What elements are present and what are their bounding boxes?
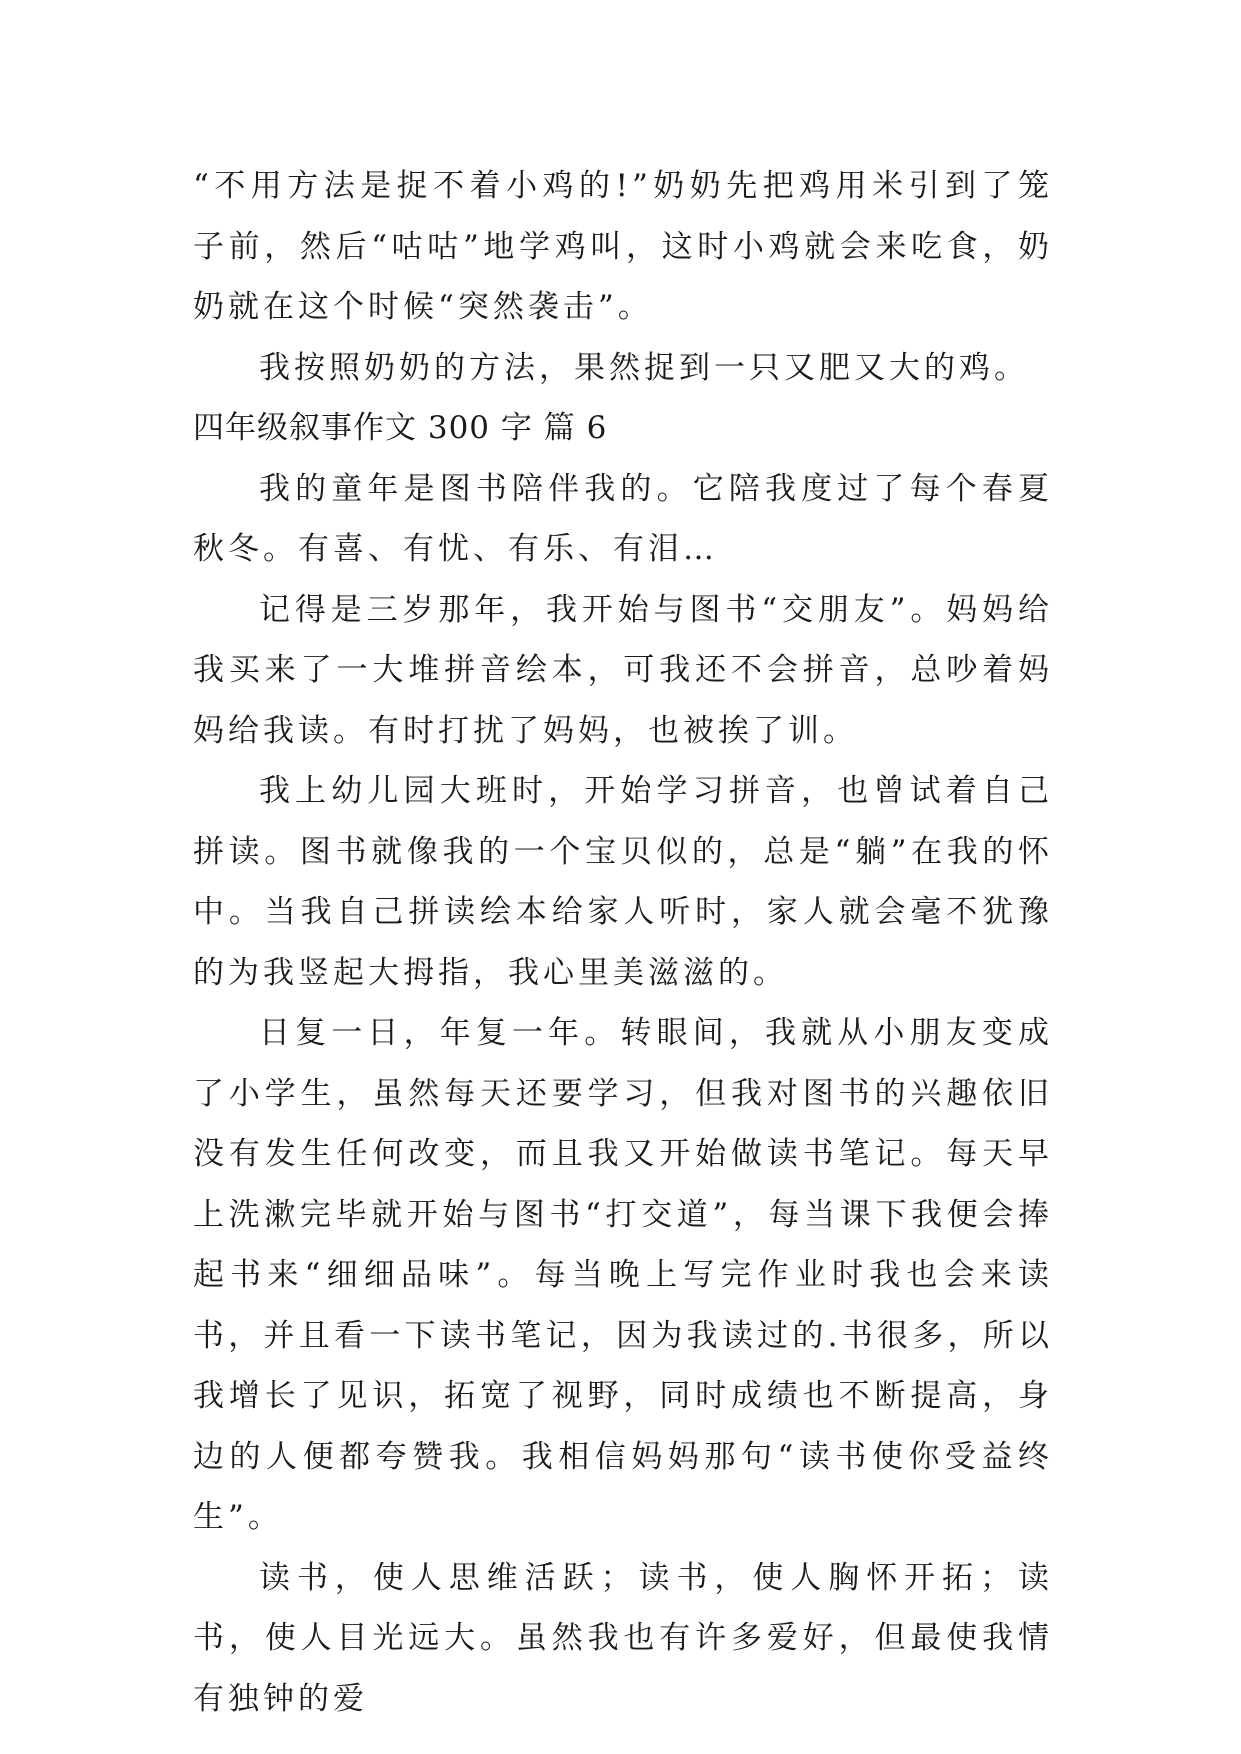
- paragraph-catching-chicks: “不用方法是捉不着小鸡的!”奶奶先把鸡用米引到了笼子前，然后“咕咕”地学鸡叫，这时小鸡就会来吃食，奶奶就在这个时候“突然袭击”。: [193, 168, 1053, 325]
- paragraph-caught-chicken: 我按照奶奶的方法，果然捉到一只又肥又大的鸡。: [259, 349, 1029, 386]
- document-page: [193, 156, 1053, 1729]
- paragraph-reading-benefits: 读书，使人思维活跃；读书，使人胸怀开拓；读书，使人目光远大。虽然我也有许多爱好，但最使我情有独钟的爱: [193, 1559, 1053, 1717]
- paragraph-age-three: 记得是三岁那年，我开始与图书“交朋友”。妈妈给我买来了一大堆拼音绘本，可我还不会拼音，总吵着妈妈给我读。有时打扰了妈妈，也被挨了训。: [193, 591, 1053, 749]
- paragraph-elementary: 日复一日，年复一年。转眼间，我就从小朋友变成了小学生，虽然每天还要学习，但我对图书的兴趣依旧没有发生任何改变，而且我又开始做读书笔记。每天早上洗漱完毕就开始与图书“打交道”，每当课下我便会捧起书来“细细品味”。每当晚上写完作业时我也会来读书，并且看一下读书笔记，因为我读过的.书很多，所以我增长了见识，拓宽了视野，同时成绩也不断提高，身边的人便都夸赞我。我相信妈妈那句“读书使你受益终生”。: [193, 1015, 1053, 1535]
- paragraph-kindergarten: 我上幼儿园大班时，开始学习拼音，也曾试着自己拼读。图书就像我的一个宝贝似的，总是“躺”在我的怀中。当我自己拼读绘本给家人听时，家人就会毫不犹豫的为我竖起大拇指，我心里美滋滋的。: [193, 773, 1053, 991]
- paragraph-childhood-books: 我的童年是图书陪伴我的。它陪我度过了每个春夏秋冬。有喜、有忧、有乐、有泪…: [193, 470, 1053, 567]
- section-heading: 四年级叙事作文 300 字 篇 6: [193, 410, 608, 446]
